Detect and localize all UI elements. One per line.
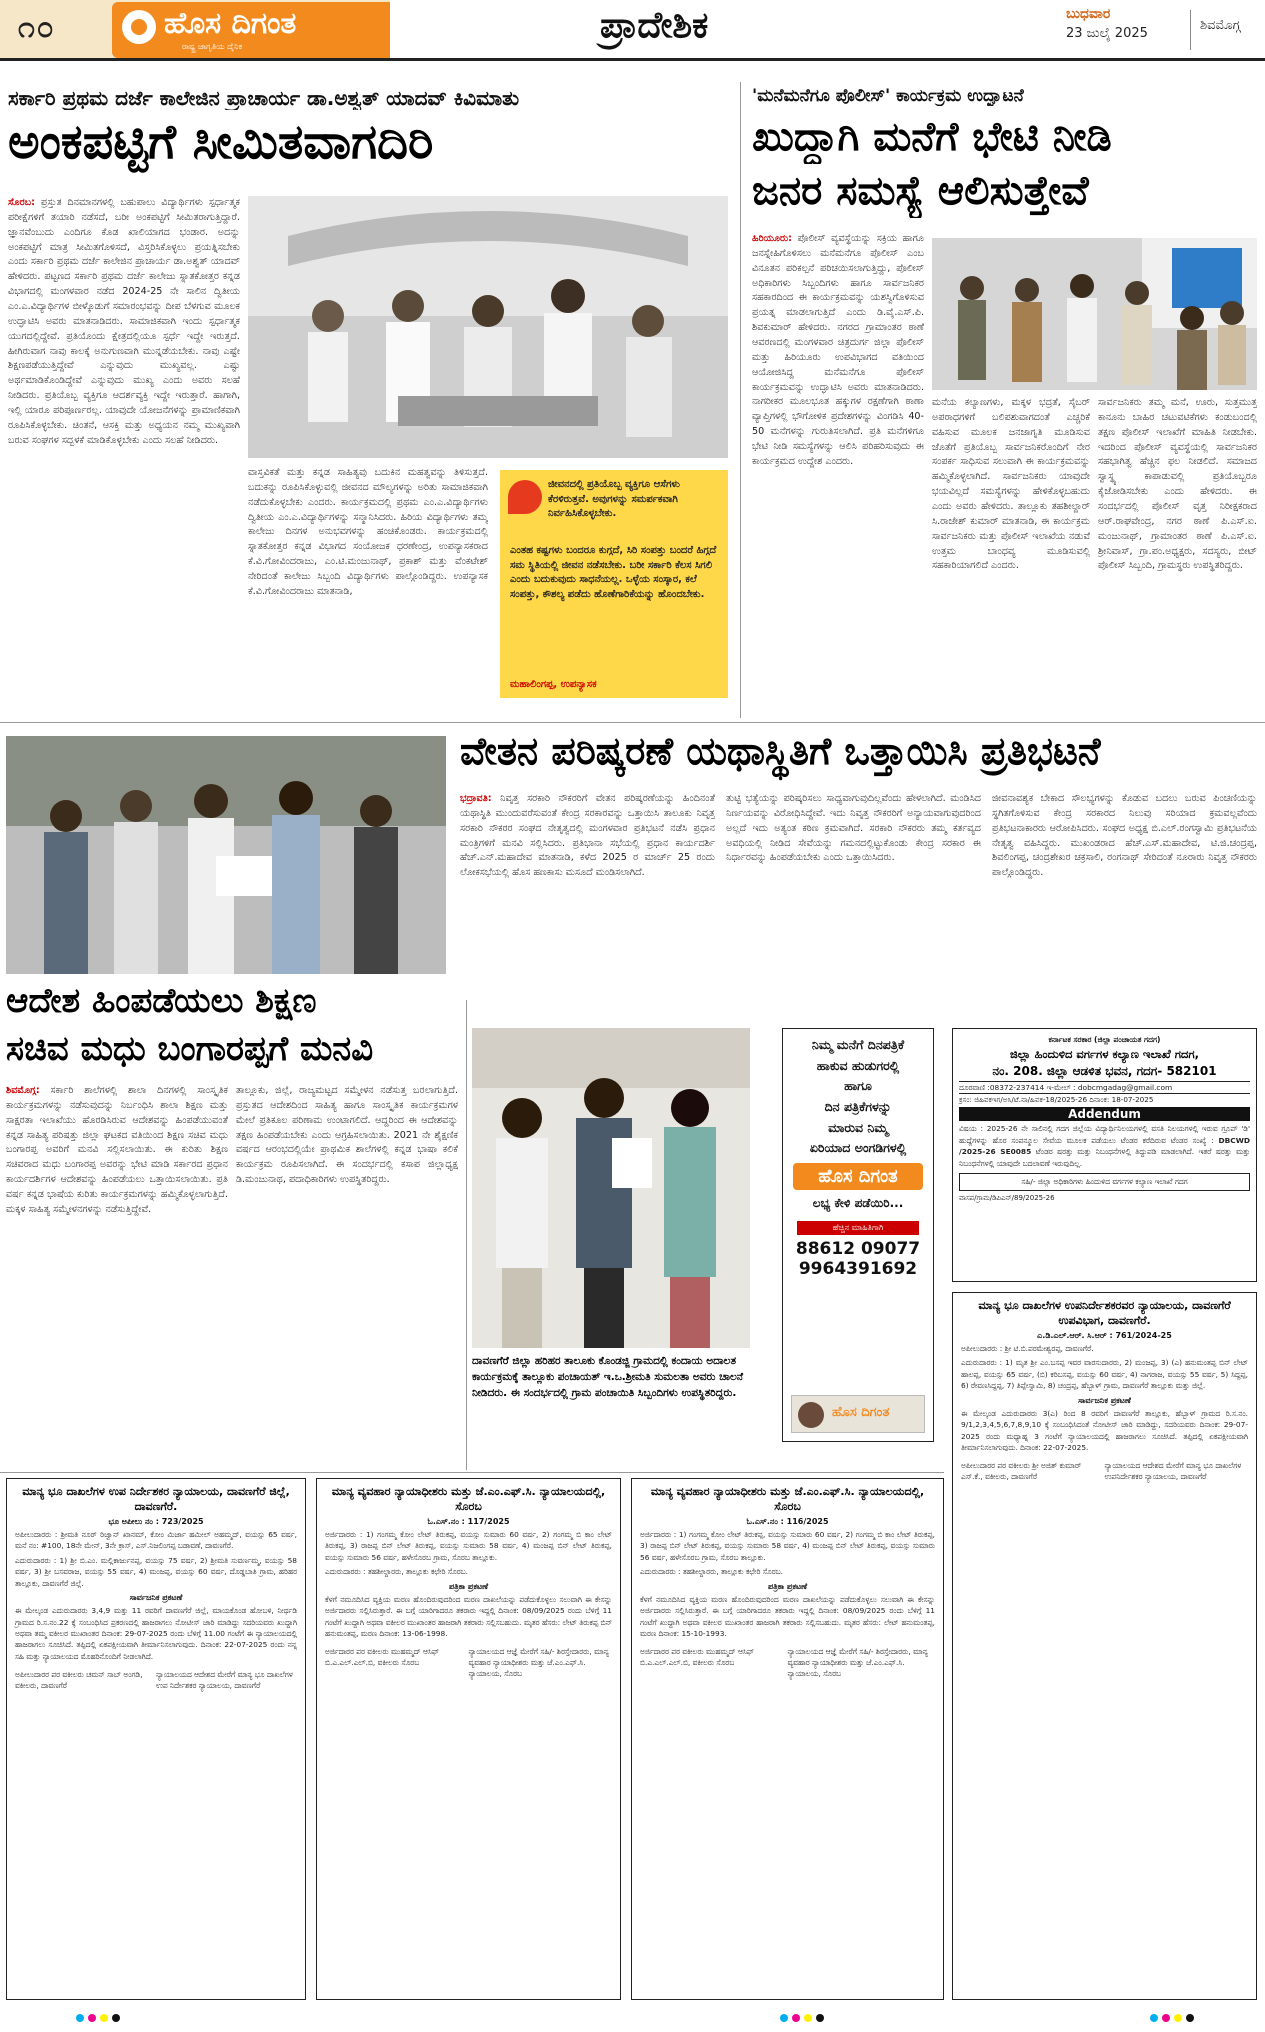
legal1-signatures: [15, 1670, 297, 1691]
legal3-notice: ಕೆಳಗೆ ನಮೂದಿಸಿದ ವ್ಯಕ್ತಿಯ ಮರಣ ಹೊಂದಿರುವುದರಿಂದ ಮರಣ ದಾಖಲೆಯನ್ನು ಪಡೆದುಕೊಳ್ಳಲು ಸಲುವಾಗಿ ಈ ಕೇಸನ್ನು ಅರ್ಜಿದಾರರು ಸಲ್ಲಿಸಿರುತ್ತಾರೆ. ಈ ಬಗ್ಗೆ ಯಾರಿಗಾದರೂ ತಕರಾರು ಇದ್ದಲ್ಲಿ ದಿನಾಂಕ: 08/09/2025 ರಂದು ಬೆಳಿಗ್ಗೆ 11 ಗಂಟೆಗೆ ಖುದ್ದಾಗಿ ಅಥವಾ ವಕೀಲರ ಮುಖಾಂತರ ಹಾಜರಾಗಿ ತಕರಾರು ಸಲ್ಲಿಸಬಹುದು. ಮೃತರ ಹೆಸರು: ಲೇಟ್ ಹನುಮಂತಪ್ಪ, ಮರಣ ದಿನಾಂಕ: 15-10-1993.: [640, 1594, 935, 1638]
promo-ad: [782, 1028, 934, 1442]
legal3-notice-title: ಪತ್ರಿಕಾ ಪ್ರಕಟಣೆ: [767, 1581, 808, 1591]
legal3-body: ಅರ್ಜಿದಾರರು : 1) ಗಂಗಮ್ಮ ಕೋಂ ಲೇಟ್ ತಿರುಕಪ್ಪ, ವಯಸ್ಸು ಸುಮಾರು 60 ವರ್ಷ, 2) ಗಂಗಮ್ಮ ಬಿ ಕಾಂ ಲೇಟ್ ತಿರುಕಪ್ಪ, 3) ರಾಜಪ್ಪ ಬಿನ್ ಲೇಟ್ ತಿರುಕಪ್ಪ, ವಯಸ್ಸು ಸುಮಾರು 58 ವರ್ಷ, 4) ಮಂಜಪ್ಪ ಬಿನ್ ಲೇಟ್ ತಿರುಕಪ್ಪ, ವಯಸ್ಸು ಸುಮಾರು 56 ವರ್ಷ, ಹಳೇಸೊರಬ ಗ್ರಾಮ, ಸೊರಬ ತಾಲ್ಲೂಕು.: [640, 1529, 935, 1562]
story2-kicker: 'ಮನೆಮನೆಗೂ ಪೊಲೀಸ್' ಕಾರ್ಯಕ್ರಮ ಉದ್ಘಾಟನೆ: [752, 86, 1024, 106]
promo-line-4: ದಿನ ಪತ್ರಿಕೆಗಳನ್ನು: [824, 1098, 892, 1114]
legal4-signatures: [961, 1461, 1248, 1482]
story3-text-2: ತುಟ್ಟಿ ಭತ್ಯೆಯನ್ನು ಪರಿಷ್ಕರಿಸಲು ಸಾಧ್ಯವಾಗುವುದಿಲ್ಲವೆಂದು ಹೇಳಲಾಗಿದೆ. ಮಂಡಿಸಿದ ನಿರ್ಣಯವನ್ನು ವಿರೋಧಿಸಿದ್ದೇವೆ. ಇದು ನಿವೃತ್ತ ನೌಕರರಿಗೆ ಅನ್ಯಾಯವಾಗುವುದರಿಂದ ಅಲ್ಲದೆ ಇದು ಅತ್ಯಂತ ಕಠಿಣ ಕ್ರಮವಾಗಿದೆ. ಸರಕಾರಿ ನೌಕರರು ತಮ್ಮ ಕರ್ತವ್ಯದ ಅವಧಿಯಲ್ಲಿ ನೀಡಿದ ಸೇವೆಯನ್ನು ಗಮನದಲ್ಲಿಟ್ಟುಕೊಂಡು ಕೇಂದ್ರ ಸರಕಾರ ಈ ನಿರ್ಧಾರವನ್ನು ಹಿಂಪಡೆಯಬೇಕು ಎಂದು ಒತ್ತಾಯಿಸಿದರು.: [726, 793, 981, 864]
story1-text-1: ಪ್ರಸ್ತುತ ದಿನಮಾನಗಳಲ್ಲಿ ಬಹುಪಾಲು ವಿದ್ಯಾರ್ಥಿಗಳು ಸ್ಪರ್ಧಾತ್ಮಕ ಪರೀಕ್ಷೆಗಳಿಗೆ ತಯಾರಿ ನಡೆಸದೆ, ಬರೀ ಅಂಕಪಟ್ಟಿಗೆ ಸೀಮಿತರಾಗುತ್ತಿದ್ದಾರೆ. ಜ್ಞಾನವೆಂಬುದು ಎಂದಿಗೂ ಕೊಡ ಖಾಲಿಯಾಗದ ಭಂಡಾರ. ಅದನ್ನು ಅಂಕಪಟ್ಟಿಗೆ ಮಾತ್ರ ಸೀಮಿತಗೊಳಿಸದೆ, ವಿಸ್ತರಿಸಿಕೊಳ್ಳಲು ಪ್ರಯತ್ನಿಸಬೇಕು ಎಂದು ಸರ್ಕಾರಿ ಪ್ರಥಮ ದರ್ಜೆ ಕಾಲೇಜಿನ ಪ್ರಾಚಾರ್ಯ ಡಾ.ಅಶ್ವತ್ ಯಾದವ್ ಹೇಳಿದರು. ಪಟ್ಟಣದ ಸರ್ಕಾರಿ ಪ್ರಥಮ ದರ್ಜೆ ಕಾಲೇಜು ಸ್ನಾತಕೋತ್ತರ ಕನ್ನಡ ವಿಭಾಗದಲ್ಲಿ ಮಂಗಳವಾರ ನಡೆದ 2024-25 ನೇ ಸಾಲಿನ ದ್ವಿತೀಯ ಎಂ.ಎ.ವಿದ್ಯಾರ್ಥಿಗಳ ಬೀಳ್ಕೊಡುಗೆ ಸಮಾರಂಭವನ್ನು ದೀಪ ಬೆಳಗುವ ಮೂಲಕ ಉದ್ಘಾಟಿಸಿ ಅವರು ಮಾತನಾಡಿದರು. ಸಾಮಾಜಿಕವಾಗಿ ಇಂದು ಸ್ಪರ್ಧಾತ್ಮಕ ಯುಗದಲ್ಲಿದ್ದೇವೆ. ಪ್ರತಿಯೊಂದು ಕ್ಷೇತ್ರದಲ್ಲಿಯೂ ಸ್ಪರ್ಧೆ ಇದ್ದೇ ಇರುತ್ತದೆ. ಹೀಗಿರುವಾಗ ನಾವು ಕಾಲಕ್ಕೆ ಅನುಗುಣವಾಗಿ ಮುನ್ನಡೆಯಬೇಕು. ನಾವು ಎಷ್ಟೇ ಶಿಕ್ಷಣಪಡೆಯುತ್ತಿದ್ದೇವೆ ಎನ್ನುವುದು ಮುಖ್ಯವಲ್ಲ. ಎಷ್ಟು ಅರ್ಥಮಾಡಿಕೊಂಡಿದ್ದೇವೆ ಎನ್ನುವುದು ಮುಖ್ಯ ಎಂದು ಅವರು ಸಲಹೆ ನೀಡಿದರು. ಪ್ರತಿಯೊಬ್ಬ ವ್ಯಕ್ತಿಗೂ ಆದರ್ಶವ್ಯಕ್ತಿ ಇದ್ದೇ ಇರುತ್ತಾರೆ. ಹಾಗಾಗಿ, ಇಲ್ಲಿ ಯಾರೂ ಪರಿಪೂರ್ಣರಲ್ಲ. ಯಾವುದೇ ಯೋಜನೆಗಳನ್ನು ಪ್ರಾಮಾಣಿಕವಾಗಿ ರೂಪಿಸಿಕೊಳ್ಳಬೇಕು. ಚಿಂತನೆ, ಆಸಕ್ತಿ ಮತ್ತು ಅಧ್ಯಯನ ನಮ್ಮ ಮುಖ್ಯವಾಗಿ ಬರುವ ಸಂಘಗಳ ಸದ್ಬಳಕೆ ಮಾಡಿಕೊಳ್ಳಬೇಕು ಎಂದು ಸಲಹೆ ನೀಡಿದರು.: [8, 197, 240, 446]
story2-text-2: ಮನೆಯ ಕಲ್ಯಾಣಗಳು, ಮಕ್ಕಳ ಭದ್ರತೆ, ಸೈಬರ್ ಅಪರಾಧಗಳಿಗೆ ಬಲಿಪಶುವಾಗದಂತೆ ಎಚ್ಚರಿಕೆ ವಹಿಸುವ ಮೂಲಕ ಜನಜಾಗೃತಿ ಮೂಡಿಸುವ ಜೊತೆಗೆ ಪ್ರತಿಯೊಬ್ಬ ಸಾರ್ವಜನಿಕರೊಂದಿಗೆ ನೇರ ಸಂಪರ್ಕ ಸಾಧಿಸುವ ಸಲುವಾಗಿ ಈ ಕಾರ್ಯಕ್ರಮವನ್ನು ಹಮ್ಮಿಕೊಳ್ಳಲಾಗಿದೆ. ಸಾರ್ವಜನಿಕರು ಯಾವುದೇ ಭಯವಿಲ್ಲದೆ ಸಮಸ್ಯೆಗಳನ್ನು ಹೇಳಿಕೊಳ್ಳಬಹುದು ಎಂದು ಅವರು ಹೇಳಿದರು. ತಾಲ್ಲೂಕು ತಹಶೀಲ್ದಾರ್ ಸಿ.ರಾಜೇಶ್ ಕುಮಾರ್ ಮಾತನಾಡಿ, ಈ ಕಾರ್ಯಕ್ರಮ ಸಾರ್ವಜನಿಕರು ಮತ್ತು ಪೊಲೀಸ್ ಇಲಾಖೆಯ ನಡುವೆ ಉತ್ತಮ ಬಾಂಧವ್ಯ ಮೂಡಿಸುವಲ್ಲಿ ಸಹಕಾರಿಯಾಗಲಿದೆ ಎಂದರು.: [932, 397, 1090, 572]
masthead-rule: [0, 58, 1265, 61]
legal-notice-4: [952, 1292, 1257, 2000]
legal2-notice: ಕೆಳಗೆ ನಮೂದಿಸಿದ ವ್ಯಕ್ತಿಯ ಮರಣ ಹೊಂದಿರುವುದರಿಂದ ಮರಣ ದಾಖಲೆಯನ್ನು ಪಡೆದುಕೊಳ್ಳಲು ಸಲುವಾಗಿ ಈ ಕೇಸನ್ನು ಅರ್ಜಿದಾರರು ಸಲ್ಲಿಸಿರುತ್ತಾರೆ. ಈ ಬಗ್ಗೆ ಯಾರಿಗಾದರೂ ತಕರಾರು ಇದ್ದಲ್ಲಿ ದಿನಾಂಕ: 08/09/2025 ರಂದು ಬೆಳಿಗ್ಗೆ 11 ಗಂಟೆಗೆ ಖುದ್ದಾಗಿ ಅಥವಾ ವಕೀಲರ ಮುಖಾಂತರ ಹಾಜರಾಗಿ ತಕರಾರು ಸಲ್ಲಿಸಬಹುದು. ಮೃತರ ಹೆಸರು: ಲೇಟ್ ತಿರುಕಪ್ಪ ಬಿನ್ ಹನುಮಂತಪ್ಪ, ಮರಣ ದಿನಾಂಕ: 13-06-1998.: [325, 1594, 612, 1638]
legal1-notice-title: ಸಾರ್ವಜನಿಕ ಪ್ರಕಟಣೆ: [129, 1593, 183, 1603]
story4-text-2: ತಾಲ್ಲೂಕು, ಜಿಲ್ಲೆ, ರಾಜ್ಯಮಟ್ಟದ ಸಮ್ಮೇಳನ ನಡೆಸುತ್ತ ಬರಲಾಗುತ್ತಿದೆ. ಪ್ರಸ್ತುತದ ಆದೇಶದಿಂದ ಸಾಹಿತ್ಯ ಹಾಗೂ ಸಾಂಸ್ಕೃತಿಕ ಕಾರ್ಯಕ್ರಮಗಳ ಮೇಲೆ ಪ್ರತಿಕೂಲ ಪರಿಣಾಮ ಉಂಟಾಗಲಿದೆ. ಆದ್ದರಿಂದ ಈ ಆದೇಶವನ್ನು ತಕ್ಷಣ ಹಿಂಪಡೆಯಬೇಕು ಎಂದು ಆಗ್ರಹಿಸಲಾಯಿತು. 2021 ನೇ ಶೈಕ್ಷಣಿಕ ವರ್ಷದ ಆರಂಭದಲ್ಲಿಯೇ ಪ್ರಾಥಮಿಕ ಶಾಲೆಗಳಲ್ಲಿ ಕನ್ನಡ ಭಾಷಾ ಕಲಿಕೆ ಕಾರ್ಯಕ್ರಮ ರೂಪಿಸಲಾಗಿದೆ. ಈ ಸಂದರ್ಭದಲ್ಲಿ ಕಸಾಪ ಜಿಲ್ಲಾಧ್ಯಕ್ಷ ಡಿ.ಮಂಜುನಾಥ, ಪದಾಧಿಕಾರಿಗಳು ಉಪಸ್ಥಿತರಿದ್ದರು.: [236, 1085, 458, 1186]
promo-footer-brand: ಹೊಸ ದಿಗಂತ: [832, 1405, 890, 1420]
story2-photo: [932, 238, 1257, 390]
promo-line-2: ಹಾಕುವ ಹುಡುಗರಲ್ಲಿ: [816, 1057, 900, 1073]
story2-text-3: ಸಾರ್ವಜನಿಕರು ತಮ್ಮ ಮನೆ, ಊರು, ಸುತ್ತಮುತ್ತ ಕಾನೂನು ಬಾಹಿರ ಚಟುವಟಿಕೆಗಳು ಕಂಡುಬಂದಲ್ಲಿ ತಕ್ಷಣ ಪೊಲೀಸ್ ಇಲಾಖೆಗೆ ಮಾಹಿತಿ ನೀಡಬೇಕು. ಇದರಿಂದ ಪೊಲೀಸ್ ವ್ಯವಸ್ಥೆಯಲ್ಲಿ ಸಾರ್ವಜನಿಕರ ಸಹಭಾಗಿತ್ವ ಹೆಚ್ಚಿನ ಫಲ ನೀಡಲಿದೆ. ಸಮಾಜದ ಸ್ವಾಸ್ಥ್ಯ ಕಾಪಾಡುವಲ್ಲಿ ಪ್ರತಿಯೊಬ್ಬರೂ ಕೈಜೋಡಿಸಬೇಕು ಎಂದು ಹೇಳಿದರು. ಈ ಸಂದರ್ಭದಲ್ಲಿ ಪೊಲೀಸ್ ವೃತ್ತ ನಿರೀಕ್ಷಕರಾದ ಆರ್.ರಾಘವೇಂದ್ರ, ನಗರ ಠಾಣೆ ಪಿ.ಎಸ್.ಐ. ಮಂಜುನಾಥ್, ಗ್ರಾಮಾಂತರ ಠಾಣೆ ಪಿ.ಎಸ್.ಐ. ಶ್ರೀನಿವಾಸ್, ಗ್ರಾ.ಪಂ.ಅಧ್ಯಕ್ಷರು, ಸದಸ್ಯರು, ಬೀಟ್ ಪೊಲೀಸ್ ಸಿಬ್ಬಂದಿ, ಗ್ರಾಮಸ್ಥರು ಉಪಸ್ಥಿತರಿದ್ದರು.: [1098, 397, 1257, 572]
legal-notice-3: [631, 1478, 944, 2000]
story3-column-1: [460, 792, 715, 994]
masthead-left-band: [0, 0, 390, 58]
legal2-body: ಅರ್ಜಿದಾರರು : 1) ಗಂಗಮ್ಮ ಕೋಂ ಲೇಟ್ ತಿರುಕಪ್ಪ, ವಯಸ್ಸು ಸುಮಾರು 60 ವರ್ಷ, 2) ಗಂಗಮ್ಮ ಬಿ ಕಾಂ ಲೇಟ್ ತಿರುಕಪ್ಪ, 3) ರಾಜಪ್ಪ ಬಿನ್ ಲೇಟ್ ತಿರುಕಪ್ಪ, ವಯಸ್ಸು ಸುಮಾರು 58 ವರ್ಷ, 4) ಮಂಜಪ್ಪ ಬಿನ್ ಲೇಟ್ ತಿರುಕಪ್ಪ, ವಯಸ್ಸು ಸುಮಾರು 56 ವರ್ಷ, ಹಳೇಸೊರಬ ಗ್ರಾಮ, ಸೊರಬ ತಾಲ್ಲೂಕು.: [325, 1529, 612, 1562]
tender-title: ಜಿಲ್ಲಾ ಹಿಂದುಳಿದ ವರ್ಗಗಳ ಕಲ್ಯಾಣ ಇಲಾಖೆ ಗದಗ,: [1010, 1047, 1199, 1061]
column-divider: [740, 82, 741, 718]
story2-headline-line1: ಖುದ್ದಾಗಿ ಮನೆಗೆ ಭೇಟಿ ನೀಡಿ: [752, 114, 1112, 160]
legal2-case-no: ಓ.ಎಸ್.ನಂ : 117/2025: [427, 1516, 510, 1526]
legal3-sig-left: ಅರ್ಜಿದಾರರ ಪರ ವಕೀಲರು ಮುಹಮ್ಮದ್ ಆಸಿಫ್ ಬಿ.ಎ.ಎಲ್.ಎಲ್.ಬಿ, ವಕೀಲರು ಸೊರಬ: [640, 1647, 754, 1668]
tender-ref: ಕ್ರಸಂ: ಜಿಹಿವಕಇಗ/ಅಸಿ/ಟೆ.ನಾ/ಹಿವಕ-18/2025-26 ದಿನಾಂಕ: 18-07-2025: [959, 1095, 1154, 1105]
story3-column-2: [726, 792, 981, 994]
section-rule-1: [0, 722, 1265, 723]
column-divider-2: [466, 1000, 467, 1470]
legal2-respondent: ಎದುರುದಾರರು : ತಹಶೀಲ್ದಾರರು, ತಾಲ್ಲೂಕು ಕಛೇರಿ ಸೊರಬ.: [325, 1567, 468, 1577]
issue-day: ಬುಧವಾರ: [1066, 6, 1111, 22]
tender-number: DBCWD /2025-26 SE0085: [959, 1135, 1250, 1157]
legal1-sig-right: ನ್ಯಾಯಾಲಯದ ಆದೇಶದ ಮೇರೆಗೆ ಮಾನ್ಯ ಭೂ ದಾಖಲೆಗಳ ಉಪ ನಿರ್ದೇಶಕರ ನ್ಯಾಯಾಲಯ, ದಾವಣಗೆರೆ: [156, 1670, 293, 1691]
legal1-respondent: ಎದುರುದಾರರು : 1) ಶ್ರೀ ಬಿ.ಎಂ. ಮಲ್ಲಿಕಾರ್ಜುನಪ್ಪ, ವಯಸ್ಸು 75 ವರ್ಷ, 2) ಶ್ರೀಮತಿ ಸುವರ್ಣಮ್ಮ, ವಯಸ್ಸು 58 ವರ್ಷ, 3) ಶ್ರೀ ಬಸವರಾಜ, ವಯಸ್ಸು 55 ವರ್ಷ, 4) ಮಂಜಪ್ಪ, ವಯಸ್ಸು 60 ವರ್ಷ, ದೊಡ್ಡಬಾತಿ ಗ್ರಾಮ, ಹರಿಹರ ತಾಲ್ಲೂಕು, ದಾವಣಗೆರೆ ಜಿಲ್ಲೆ.: [15, 1555, 297, 1588]
story4-text-1: ಸರ್ಕಾರಿ ಶಾಲೆಗಳಲ್ಲಿ ಶಾಲಾ ದಿನಗಳಲ್ಲಿ ಸಾಂಸ್ಕೃತಿಕ ಕಾರ್ಯಕ್ರಮಗಳನ್ನು ನಡೆಸುವುದನ್ನು ನಿರ್ಬಂಧಿಸಿ ಶಾಲಾ ಶಿಕ್ಷಣ ಮತ್ತು ಸಾಕ್ಷರತಾ ಇಲಾಖೆಯು ಹೊರಡಿಸಿರುವ ಆದೇಶವನ್ನು ಹಿಂಪಡೆಯುವಂತೆ ಕನ್ನಡ ಸಾಹಿತ್ಯ ಪರಿಷತ್ತು ಜಿಲ್ಲಾ ಘಟಕದ ವತಿಯಿಂದ ಶಿಕ್ಷಣ ಸಚಿವ ಮಧು ಬಂಗಾರಪ್ಪ ಅವರಿಗೆ ಮನವಿ ಸಲ್ಲಿಸಲಾಯಿತು. ಈ ಕುರಿತು ಶಿಕ್ಷಣ ಸಚಿವರಾದ ಮಧು ಬಂಗಾರಪ್ಪ ಅವರನ್ನು ಭೇಟಿ ಮಾಡಿ ಸರ್ಕಾರದ ಪ್ರಧಾನ ಕಾರ್ಯದರ್ಶಿಗಳ ಆದೇಶವನ್ನು ಹಿಂಪಡೆಯಲು ಒತ್ತಾಯಿಸಲಾಯಿತು. ಪ್ರತಿ ವರ್ಷ ಕನ್ನಡ ಭಾಷೆಯ ಕುರಿತು ಕಾರ್ಯಕ್ರಮಗಳನ್ನು ಹಮ್ಮಿಕೊಳ್ಳಲಾಗುತ್ತಿದೆ. ಮಕ್ಕಳ ಸಾಹಿತ್ಯ ಸಮ್ಮೇಳನಗಳನ್ನು ನಡೆಸುತ್ತಿದ್ದೇವೆ.: [6, 1085, 228, 1215]
story1-dateline: ಸೊರಬ:: [8, 197, 36, 208]
promo-line-6: ಏರಿಯಾದ ಅಂಗಡಿಗಳಲ್ಲಿ: [809, 1140, 907, 1156]
story4-headline-line2: ಸಚಿವ ಮಧು ಬಂಗಾರಪ್ಪಗೆ ಮನವಿ: [6, 1030, 374, 1069]
legal4-body: ಎದುರುದಾರರು : 1) ಮೃತ ಶ್ರೀ ಎಂ.ಬಸಪ್ಪ ಇವರ ವಾರಸುದಾರರು, 2) ಮಂಜಪ್ಪ, 3) (ಎ) ಹನುಮಂತಪ್ಪ ಬಿನ್ ಲೇಟ್ ಹಾಲಪ್ಪ, ವಯಸ್ಸು 65 ವರ್ಷ, (ಬಿ) ಕರಿಬಸಪ್ಪ, ವಯಸ್ಸು 60 ವರ್ಷ, 4) ನಾಗರಾಜ, ವಯಸ್ಸು 55 ವರ್ಷ, 5) ಸಿದ್ದಪ್ಪ, 6) ರೇವಣಸಿದ್ದಪ್ಪ, 7) ತಿಪ್ಪೇಸ್ವಾಮಿ, 8) ಚಂದ್ರಪ್ಪ, ಹೆಬ್ಬಾಳ್ ಗ್ರಾಮ, ದಾವಣಗೆರೆ ತಾಲ್ಲೂಕು ಮತ್ತು ಜಿಲ್ಲೆ.: [961, 1358, 1248, 1391]
quote-mark-icon: [508, 480, 542, 514]
story3-dateline: ಭದ್ರಾವತಿ:: [460, 793, 492, 804]
pullquote-author: ಮಹಾಲಿಂಗಪ್ಪ, ಉಪನ್ಯಾಸಕ: [510, 679, 597, 690]
promo-line-5: ಮಾರುವ ನಿಮ್ಮ: [828, 1119, 888, 1135]
promo-brand: ಹೊಸ ದಿಗಂತ: [793, 1163, 923, 1190]
story3-photo-image: [6, 736, 446, 974]
story2-dateline: ಹಿರಿಯೂರು:: [752, 233, 793, 244]
legal-notice-2: [316, 1478, 621, 2000]
promo-phone-1: 88612 09077: [795, 1238, 921, 1259]
story1-headline: ಅಂಕಪಟ್ಟಿಗೆ ಸೀಮಿತವಾಗದಿರಿ: [8, 116, 434, 170]
promo-line-3: ಹಾಗೂ: [844, 1078, 872, 1094]
lamp-emblem-icon: [122, 10, 156, 44]
legal2-title: ಮಾನ್ಯ ವ್ಯವಹಾರ ನ್ಯಾಯಾಧೀಶರು ಮತ್ತು ಜೆ.ಎಂ.ಎಫ್.ಸಿ. ನ್ಯಾಯಾಲಯದಲ್ಲಿ, ಸೊರಬ: [331, 1485, 606, 1513]
tender-footer: ವಾಸಪ/ಗ್ರಾಮ/ಡಿಪಿಎನ್/89/2025-26: [959, 1193, 1055, 1202]
tender-body-text-2: ಟೆಂಡರ ಷರತ್ತು ಮತ್ತು ನಿಬಂಧನೆಗಳಲ್ಲಿ ತಿದ್ದುಪಡಿ ಮಾಡಲಾಗಿದೆ. ಇತರೆ ಷರತ್ತು ಮತ್ತು ನಿಬಂಧನೆಗಳಲ್ಲಿ ಯಾವುದೇ ಬದಲಾವಣೆ ಇರುವುದಿಲ್ಲ.: [959, 1147, 1250, 1168]
legal1-title: ಮಾನ್ಯ ಭೂ ದಾಖಲೆಗಳ ಉಪ ನಿರ್ದೇಶಕರ ನ್ಯಾಯಾಲಯ, ದಾವಣಗೆರೆ ಜಿಲ್ಲೆ, ದಾವಣಗೆರೆ.: [22, 1485, 290, 1513]
tender-header: ಕರ್ನಾಟಕ ಸರಕಾರ (ಜಿಲ್ಲಾ ಪಂಚಾಯತ ಗದಗ): [1048, 1035, 1161, 1044]
story2-column-2: [932, 396, 1090, 710]
legal3-title: ಮಾನ್ಯ ವ್ಯವಹಾರ ನ್ಯಾಯಾಧೀಶರು ಮತ್ತು ಜೆ.ಎಂ.ಎಫ್.ಸಿ. ನ್ಯಾಯಾಲಯದಲ್ಲಿ, ಸೊರಬ: [650, 1485, 925, 1513]
legal4-title: ಮಾನ್ಯ ಭೂ ದಾಖಲೆಗಳ ಉಪನಿರ್ದೇಶಕರವರ ನ್ಯಾಯಾಲಯ, ದಾವಣಗೆರೆ ಉಪವಿಭಾಗ, ದಾವಣಗೆರೆ.: [978, 1299, 1231, 1327]
promo-contact-label: ಹೆಚ್ಚಿನ ಮಾಹಿತಿಗಾಗಿ: [797, 1221, 919, 1235]
story3-column-3: [992, 792, 1257, 994]
story4-headline-line1: ಆದೇಶ ಹಿಂಪಡೆಯಲು ಶಿಕ್ಷಣ: [6, 982, 317, 1021]
legal1-sig-left: ಅಪೀಲುದಾರರ ಪರ ವಕೀಲರು ಚಮನ್ ಸಾಬ್ ಅಂಗಡಿ, ವಕೀಲರು, ದಾವಣಗೆರೆ: [15, 1670, 143, 1691]
legal4-sig-right: ನ್ಯಾಯಾಲಯದ ಆದೇಶದ ಮೇರೆಗೆ ಮಾನ್ಯ ಭೂ ದಾಖಲೆಗಳ ಉಪನಿರ್ದೇಶಕರ ನ್ಯಾಯಾಲಯ, ದಾವಣಗೆರೆ: [1104, 1461, 1242, 1482]
legal4-notice-title: ಸಾರ್ವಜನಿಕ ಪ್ರಕಟಣೆ: [1078, 1395, 1131, 1405]
legal3-case-no: ಓ.ಎಸ್.ನಂ : 116/2025: [746, 1516, 829, 1526]
legal2-sig-left: ಅರ್ಜಿದಾರರ ಪರ ವಕೀಲರು ಮುಹಮ್ಮದ್ ಆಸಿಫ್ ಬಿ.ಎ.ಎಲ್.ಎಲ್.ಬಿ, ವಕೀಲರು ಸೊರಬ: [325, 1647, 439, 1668]
masthead-dateline: [1000, 4, 1265, 56]
tender-body-text: ವಿಷಯ : 2025-26 ನೇ ಸಾಲಿನಲ್ಲಿ ಗದಗ ಜಿಲ್ಲೆಯ ವಿದ್ಯಾರ್ಥಿನಿಲಯಗಳಲ್ಲಿ ವಸತಿ ನಿಲಯಗಳಲ್ಲಿ ಇರುವ ಗ್ರೂಪ್ 'ಡಿ' ಹುದ್ದೆಗಳನ್ನು ಹೊರ ಸಂಪನ್ಮೂಲ ಸೇವೆಯ ಮೂಲಕ ಪಡೆಯಲು ಟೆಂಡರ ಕರೆದಿರುವ ಟೆಂಡರ ಸಂಖ್ಯೆ :: [959, 1124, 1250, 1145]
legal3-sig-right: ನ್ಯಾಯಾಲಯದ ಆಜ್ಞೆ ಮೇರೆಗೆ ಸಹಿ/- ಶಿರಸ್ತೇದಾರರು, ಮಾನ್ಯ ವ್ಯವಹಾರ ನ್ಯಾಯಾಧೀಶರು ಮತ್ತು ಜೆ.ಎಂ.ಎಫ್.ಸಿ. ನ್ಯಾಯಾಲಯ, ಸೊರಬ: [787, 1647, 928, 1678]
paper-name: ಹೊಸ ದಿಗಂತ: [164, 6, 297, 41]
legal3-signatures: [640, 1647, 935, 1679]
story4-column-2: [236, 1084, 458, 1464]
section-title: ಪ್ರಾದೇಶಿಕ: [600, 4, 709, 46]
legal3-respondent: ಎದುರುದಾರರು : ತಹಶೀಲ್ದಾರರು, ತಾಲ್ಲೂಕು ಕಛೇರಿ ಸೊರಬ.: [640, 1567, 783, 1577]
promo-phone-2: 9964391692: [798, 1258, 918, 1279]
issue-date: 23 ಜುಲೈ 2025: [1066, 26, 1148, 41]
legal4-notice: ಈ ಮೇಲ್ಕಂಡ ಎದುರುದಾರರು 3(ಎ) ರಿಂದ 8 ರವರಿಗೆ ದಾವಣಗೆರೆ ತಾಲ್ಲೂಕು, ಹೆಬ್ಬಾಳ್ ಗ್ರಾಮದ ರಿ.ಸ.ನಂ. 9/1,2,3,4,5,6,7,8,9,10 ಕ್ಕೆ ಸಂಬಂಧಿಸಿದಂತೆ ನೋಟೀಸ್ ಜಾರಿ ಮಾಡಿದ್ದು, ಸದರಿಯವರು ದಿನಾಂಕ: 29-07-2025 ರಂದು ಮಧ್ಯಾಹ್ನ 3 ಗಂಟೆಗೆ ನ್ಯಾಯಾಲಯದಲ್ಲಿ ಹಾಜರಾಗಲು ಸೂಚಿಸಿದೆ. ತಪ್ಪಿದಲ್ಲಿ ಏಕಪಕ್ಷೀಯವಾಗಿ ತೀರ್ಮಾನಿಸಲಾಗುವುದು. ದಿನಾಂಕ: 22-07-2025.: [961, 1408, 1248, 1452]
legal1-appellant: ಅಪೀಲುದಾರರು : ಶ್ರೀಮತಿ ನೂರ್ ರಿಜ್ವಾನ್ ಖಾನಮ್, ಕೋಂ ಮಿರ್ಜಾ ಹಮೀಲ್ ಅಹಮ್ಮದ್, ವಯಸ್ಸು 65 ವರ್ಷ, ಮನೆ ನಂ: #100, 18ನೇ ಮೇನ್, 3ನೇ ಕ್ರಾಸ್, ಎಸ್.ನಿಜಲಿಂಗಪ್ಪ ಬಡಾವಣೆ, ದಾವಣಗೆರೆ.: [15, 1529, 297, 1551]
story3-photo: [6, 736, 446, 974]
story1-column-1: [8, 196, 240, 710]
paper-tagline: ರಾಷ್ಟ್ರ ಜಾಗೃತಿಯ ದೈನಿಕ: [182, 42, 243, 51]
legal2-signatures: [325, 1647, 612, 1679]
tender-addendum: Addendum: [959, 1107, 1250, 1121]
legal1-notice: ಈ ಮೇಲ್ಕಂಡ ಎದುರುದಾರರು 3,4,9 ಮತ್ತು 11 ರವರಿಗೆ ದಾವಣಗೆರೆ ಜಿಲ್ಲೆ, ಮಾಯಕೊಂಡ ಹೋಬಳಿ, ನೀರ್ಥಡಿ ಗ್ರಾಮದ ರಿ.ಸ.ನಂ.22 ಕ್ಕೆ ಸಂಬಂಧಿಸಿದ ಪ್ರಕರಣದಲ್ಲಿ ಹಾಜರಾಗಲು ನೋಟೀಸ್ ಜಾರಿ ಮಾಡಿದ್ದು ಸದರಿಯವರು ಖುದ್ದಾಗಿ ಅಥವಾ ತಮ್ಮ ವಕೀಲರ ಮುಖಾಂತರ ದಿನಾಂಕ: 29-07-2025 ರಂದು ಬೆಳಿಗ್ಗೆ 11.00 ಗಂಟೆಗೆ ಈ ನ್ಯಾಯಾಲಯದಲ್ಲಿ ಹಾಜರಾಗಲು ಸೂಚಿಸಿದೆ. ತಪ್ಪಿದಲ್ಲಿ ಏಕಪಕ್ಷೀಯವಾಗಿ ತೀರ್ಮಾನಿಸಲಾಗುವುದು. ದಿನಾಂಕ: 22-07-2025 ರಂದು ನನ್ನ ಸಹಿ ಮತ್ತು ನ್ಯಾಯಾಲಯದ ಮೊಹರಿನೊಂದಿಗೆ ನೀಡಲಾಗಿದೆ.: [15, 1606, 297, 1661]
story1-column-2: [248, 466, 488, 710]
story2-headline-line2: ಜನರ ಸಮಸ್ಯೆ ಆಲಿಸುತ್ತೇವೆ: [752, 168, 1089, 214]
promo-available: ಲಭ್ಯ ಕೇಳಿ ಪಡೆಯಿರಿ...: [812, 1195, 904, 1210]
story3-headline: ವೇತನ ಪರಿಷ್ಕರಣೆ ಯಥಾಸ್ಥಿತಿಗೆ ಒತ್ತಾಯಿಸಿ ಪ್ರತಿಭಟನೆ: [460, 730, 1101, 773]
tender-body: [959, 1123, 1250, 1169]
story1-photo-image: [248, 196, 728, 458]
story5-photo-image: [472, 1028, 750, 1348]
story2-column-1: [752, 232, 924, 710]
story1-kicker: ಸರ್ಕಾರಿ ಪ್ರಥಮ ದರ್ಜೆ ಕಾಲೇಜಿನ ಪ್ರಾಚಾರ್ಯ ಡಾ.ಅಶ್ವತ್ ಯಾದವ್ ಕಿವಿಮಾತು: [8, 86, 520, 110]
legal2-sig-right: ನ್ಯಾಯಾಲಯದ ಆಜ್ಞೆ ಮೇರೆಗೆ ಸಹಿ/- ಶಿರಸ್ತೇದಾರರು, ಮಾನ್ಯ ವ್ಯವಹಾರ ನ್ಯಾಯಾಧೀಶರು ಮತ್ತು ಜೆ.ಎಂ.ಎಫ್.ಸಿ. ನ್ಯಾಯಾಲಯ, ಸೊರಬ: [468, 1647, 609, 1678]
registration-marks-3: [1150, 2014, 1194, 2022]
masthead-divider: [1190, 10, 1191, 50]
legal4-case-no: ಎ.ಡಿ.ಎಲ್.ಆರ್. ಸಿ.ಆರ್ : 761/2024-25: [1037, 1330, 1172, 1340]
registration-marks-1: [76, 2014, 120, 2022]
pullquote-text-2: ಎಂತಹ ಕಷ್ಟಗಳು ಬಂದರೂ ಕುಗ್ಗದೆ, ಸಿರಿ ಸಂಪತ್ತು ಬಂದರೆ ಹಿಗ್ಗದೆ ಸಮ ಸ್ಥಿತಿಯಲ್ಲಿ ಜೀವನ ನಡೆಸಬೇಕು. ಬರೀ ಸರ್ಕಾರಿ ಕೆಲಸ ಸಿಗಲಿ ಎಂದು ಬದುಕುವುದು ಸಾಧನೆಯಲ್ಲ. ಒಳ್ಳೆಯ ಸಂಸ್ಕಾರ, ಕಲೆ ಸಂಪತ್ತು, ಕೌಶಲ್ಯ ಪಡೆದು ಹೊಣೆಗಾರಿಕೆಯನ್ನು ಹೊಂದಬೇಕು.: [510, 545, 717, 600]
story3-text-1: ನಿವೃತ್ತ ಸರಕಾರಿ ನೌಕರರಿಗೆ ವೇತನ ಪರಿಷ್ಕರಣೆಯನ್ನು ಹಿಂದಿನಂತೆ ಯಥಾಸ್ಥಿತಿ ಮುಂದುವರೆಸುವಂತೆ ಕೇಂದ್ರ ಸರಕಾರವನ್ನು ಒತ್ತಾಯಿಸಿ ತಾಲೂಕು ನಿವೃತ್ತ ಸರಕಾರಿ ನೌಕರರ ಸಂಘದ ನೇತೃತ್ವದಲ್ಲಿ ಮಂಗಳವಾರ ಪ್ರತಿಭಟನೆ ನಡೆಸಿ ಪ್ರಧಾನ ಮಂತ್ರಿಗಳಿಗೆ ಮನವಿ ಸಲ್ಲಿಸಿದರು. ಪ್ರತಿಭಾನಾ ಸಭೆಯಲ್ಲಿ ಪ್ರಧಾನ ಕಾರ್ಯದರ್ಶಿ ಹೆಚ್.ಎನ್.ಮಹಾದೇವ ಮಾತನಾಡಿ, ಕಳೆದ 2025 ರ ಮಾರ್ಚ್ 25 ರಂದು ಲೋಕಸಭೆಯಲ್ಲಿ ಹೊಸ ಹಣಕಾಸು ಮಸೂದೆ ಮಂಡಿಸಲಾಗಿದೆ.: [460, 793, 715, 879]
story4-column-1: [6, 1084, 228, 1464]
promo-footer: [791, 1395, 925, 1433]
legal4-appellant: ಅಪೀಲುದಾರರು : ಶ್ರೀ ಟಿ.ಬಿ.ಪರಮೇಶ್ವರಪ್ಪ, ದಾವಣಗೆರೆ.: [961, 1343, 1094, 1353]
legal4-sig-left: ಅಪೀಲುದಾರರ ಪರ ವಕೀಲರು ಶ್ರೀ ಅಜಿತ್ ಕುಮಾರ್ ಎಸ್.ಕೆ., ವಕೀಲರು, ದಾವಣಗೆರೆ: [961, 1461, 1082, 1482]
registration-marks-2: [780, 2014, 824, 2022]
tender-ad: [952, 1028, 1257, 1282]
masthead: [0, 0, 1265, 62]
story1-pullquote: [500, 470, 728, 698]
paper-logo: [112, 2, 390, 58]
pullquote-text-1: ಜೀವನದಲ್ಲಿ ಪ್ರತಿಯೊಬ್ಬ ವ್ಯಕ್ತಿಗೂ ಆಸೆಗಳು ಕೆರಳಿರುತ್ತವೆ. ಅವುಗಳನ್ನು ಸಮರ್ಪಕವಾಗಿ ನಿರ್ವಹಿಸಿಕೊಳ್ಳಬೇಕು.: [548, 479, 680, 519]
story5-caption: ದಾವಣಗೆರೆ ಜಿಲ್ಲಾ ಹರಿಹರ ತಾಲೂಕು ಕೊಂಡಜ್ಜಿ ಗ್ರಾಮದಲ್ಲಿ ಕಂದಾಯ ಅದಾಲತ ಕಾರ್ಯಕ್ರಮಕ್ಕೆ ತಾಲ್ಲೂಕು ಪಂಚಾಯತ್ ಇ.ಒ.ಶ್ರೀಮತಿ ಸುಮಲತಾ ಅವರು ಚಾಲನೆ ನೀಡಿದರು. ಈ ಸಂದರ್ಭದಲ್ಲಿ ಗ್ರಾಮ ಪಂಚಾಯಿತಿ ಸಿಬ್ಬಂದಿಗಳು ಉಪಸ್ಥಿತರಿದ್ದರು.: [472, 1355, 744, 1399]
promo-avatar: [798, 1402, 824, 1428]
section-rule-2: [0, 1472, 944, 1473]
tender-contact: ದೂರವಾಣಿ :08372-237414 ಇ-ಮೇಲ್ : dobcmgadag@gmail.com: [959, 1081, 1250, 1094]
promo-line-1: ನಿಮ್ಮ ಮನೆಗೆ ದಿನಪತ್ರಿಕೆ: [811, 1037, 905, 1052]
legal1-case-no: ಭೂ ಅಪೀಲು ನಂ : 723/2025: [108, 1516, 204, 1526]
edition-city: ಶಿವಮೊಗ್ಗ: [1200, 18, 1241, 33]
story1-photo: [248, 196, 728, 458]
legal2-notice-title: ಪತ್ರಿಕಾ ಪ್ರಕಟಣೆ: [448, 1581, 489, 1591]
tender-address: ನಂ. 208. ಜಿಲ್ಲಾ ಆಡಳಿತ ಭವನ, ಗದಗ- 582101: [992, 1063, 1217, 1078]
legal-notice-1: [6, 1478, 306, 2000]
story4-dateline: ಶಿವಮೊಗ್ಗ:: [6, 1085, 40, 1096]
story2-photo-image: [932, 238, 1257, 390]
story5-photo: [472, 1028, 750, 1348]
story3-text-3: ಜೀವನಾವಶ್ಯಕ ಬೇಕಾದ ಸೌಲಭ್ಯಗಳನ್ನು ಕೊಡುವ ಬದಲು ಬರುವ ಪಿಂಚಣಿಯನ್ನು ಸ್ಥಗಿತಗೊಳಿಸುವ ಕೇಂದ್ರ ಸರಕಾರದ ನಿಲುವು ಸರಿಯಾದ ಕ್ರಮವಲ್ಲವೆಂದು ಪ್ರತಿಭಟನಾಕಾರರು ಆರೋಪಿಸಿದರು. ಸಂಘದ ಅಧ್ಯಕ್ಷ ಬಿ.ಎಲ್.ರಂಗಸ್ವಾಮಿ ಪ್ರತಿಭಟನೆಯ ನೇತೃತ್ವ ವಹಿಸಿದ್ದರು. ಮುಖಂಡರಾದ ಹೆಚ್.ಎಸ್.ಮಹಾದೇವ, ಟಿ.ಜಿ.ಚಂದ್ರಪ್ಪ, ಶಿವಲಿಂಗಪ್ಪ, ಚಂದ್ರಶೇಖರ ಚಕ್ರಸಾಲಿ, ರಂಗನಾಥ್ ಸೇರಿದಂತೆ ನೂರಾರು ನಿವೃತ್ತ ನೌಕರರು ಪಾಲ್ಗೊಂಡಿದ್ದರು.: [992, 793, 1257, 879]
story2-column-3: [1098, 396, 1257, 710]
page-number: ೧೦: [18, 10, 56, 45]
story1-text-2: ವಾಸ್ತವಿಕತೆ ಮತ್ತು ಕನ್ನಡ ಸಾಹಿತ್ಯವು ಬದುಕಿನ ಮಹತ್ವವನ್ನು ತಿಳಿಸುತ್ತದೆ. ಬದುಕನ್ನು ರೂಪಿಸಿಕೊಳ್ಳುವಲ್ಲಿ ಜೀವನದ ಮೌಲ್ಯಗಳನ್ನು ಅರಿತು ಸಾಮಾಜಿಕವಾಗಿ ನಡೆದುಕೊಳ್ಳಬೇಕು ಎಂದರು. ಕಾರ್ಯಕ್ರಮದಲ್ಲಿ ಪ್ರಥಮ ಎಂ.ಎ.ವಿದ್ಯಾರ್ಥಿಗಳು ದ್ವಿತೀಯ ಎಂ.ಎ.ವಿದ್ಯಾರ್ಥಿಗಳನ್ನು ಸನ್ಮಾನಿಸಿದರು. ಹಿರಿಯ ವಿದ್ಯಾರ್ಥಿಗಳು ತಮ್ಮ ಕಾಲೇಜು ದಿನಗಳ ಅನುಭವಗಳನ್ನು ಹಂಚಿಕೊಂಡರು. ಕಾರ್ಯಕ್ರಮದಲ್ಲಿ ಸ್ನಾತಕೋತ್ತರ ಕನ್ನಡ ವಿಭಾಗದ ಸಂಯೋಜಕ ಧರಣೇಂದ್ರ, ಉಪನ್ಯಾಸಕರಾದ ಕೆ.ವಿ.ಗೋವಿಂದರಾಜು, ಎಂ.ಟಿ.ಮಂಜುನಾಥ್, ಪ್ರಕಾಶ್ ಮತ್ತು ವೆಂಕಟೇಶ್ ನೇರಿದಂತೆ ಕಾಲೇಜು ಸಿಬ್ಬಂದಿ ವಿದ್ಯಾರ್ಥಿಗಳು ಪಾಲ್ಗೊಂಡಿದ್ದರು. ಉಪನ್ಯಾಸಕ ಕೆ.ವಿ.ಗೋವಿಂದರಾಜು ಮಾತನಾಡಿ,: [248, 467, 488, 597]
tender-signature: ಸಹಿ/- ಜಿಲ್ಲಾ ಅಧಿಕಾರಿಗಳು ಹಿಂದುಳಿದ ವರ್ಗಗಳ ಕಲ್ಯಾಣ ಇಲಾಖೆ ಗದಗ: [959, 1173, 1250, 1190]
story2-text-1: ಪೊಲೀಸ್ ವ್ಯವಸ್ಥೆಯನ್ನು ಸಕ್ರಿಯ ಹಾಗೂ ಜನಸ್ನೇಹಿಗೊಳಿಸಲು ಮನೆಮನೆಗೂ ಪೊಲೀಸ್ ಎಂಬ ವಿನೂತನ ಪರಿಕಲ್ಪನೆ ಪರಿಚಯಿಸಲಾಗುತ್ತಿದ್ದು, ಪೊಲೀಸ್ ಅಧಿಕಾರಿಗಳು ಸಿಬ್ಬಂದಿಗಳು ಹಾಗೂ ಸಾರ್ವಜನಿಕರ ಸಹಕಾರದಿಂದ ಈ ಕಾರ್ಯಕ್ರಮವನ್ನು ಯಶಸ್ವಿಗೊಳಿಸುವ ಪ್ರಯತ್ನ ಮಾಡಲಾಗುತ್ತಿದೆ ಎಂದು ಡಿ.ವೈ.ಎಸ್.ಪಿ. ಶಿವಕುಮಾರ್ ಹೇಳಿದರು. ನಗರದ ಗ್ರಾಮಾಂತರ ಠಾಣೆ ಆವರಣದಲ್ಲಿ ಮಂಗಳವಾರ ಚಿತ್ರದುರ್ಗ ಜಿಲ್ಲಾ ಪೊಲೀಸ್ ಮತ್ತು ಹಿರಿಯೂರು ಉಪವಿಭಾಗದ ವತಿಯಿಂದ ಆಯೋಜಿಸಿದ್ದ ಮನೆಮನೆಗೂ ಪೊಲೀಸ್ ಕಾರ್ಯಕ್ರಮವನ್ನು ಉದ್ಘಾಟಿಸಿ ಅವರು ಮಾತನಾಡಿದರು. ನಾಗರೀಕರ ಮೂಲಭೂತ ಹಕ್ಕುಗಳ ರಕ್ಷಣೆಗಾಗಿ ಠಾಣಾ ವ್ಯಾಪ್ತಿಗಳಲ್ಲಿ ಭೌಗೋಳಿಕ ಪ್ರದೇಶಗಳನ್ನು ವಿಂಗಡಿಸಿ 40-50 ಮನೆಗಳನ್ನು ಗುರುತಿಸಲಾಗಿದೆ. ಪ್ರತಿ ಮನೆಗಳಿಗೂ ಭೇಟಿ ನೀಡಿ ಸಮಸ್ಯೆಗಳನ್ನು ಆಲಿಸಿ ಪರಿಹರಿಸುವುದು ಈ ಕಾರ್ಯಕ್ರಮದ ಉದ್ದೇಶ ಎಂದರು.: [752, 233, 924, 467]
